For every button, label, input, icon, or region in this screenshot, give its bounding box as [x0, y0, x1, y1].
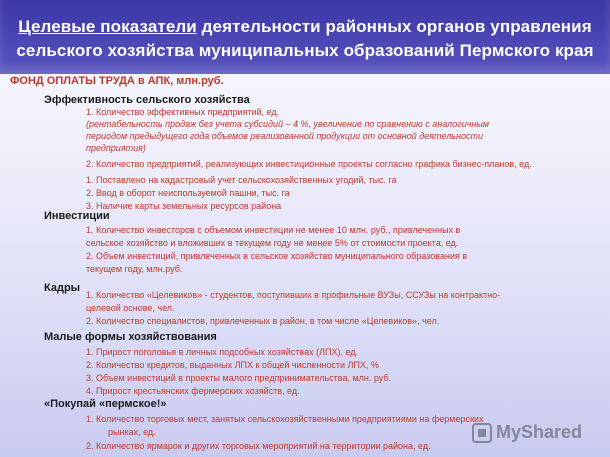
section-heading-efficiency: Эффективность сельского хозяйства [44, 94, 250, 106]
staff-item-1b: целевой основе, чел. [86, 303, 175, 313]
section-heading-staff: Кадры [44, 282, 81, 294]
section-heading-small-farms: Малые формы хозяйствования [44, 331, 217, 343]
page-title-line-1 [0, 16, 610, 38]
efficiency-note-1: (рентабельность продаж без учета субсидий – 4 %, увеличение по сравнению с аналогичным [86, 119, 490, 129]
efficiency-note-3: предприятия) [86, 143, 146, 153]
section-heading-buy-perm: «Покупай «пермское!» [44, 398, 167, 410]
title-underlined: Целевые показатели [18, 17, 197, 36]
small-item-4: 4. Прирост крестьянских фермерских хозяйств, ед. [86, 386, 300, 396]
investments-item-1b: сельское хозяйство и вложивших в текущем году не менее 5% от стоимости проекта, ед. [86, 238, 459, 248]
page-title-line-2: сельского хозяйства муниципальных образований Пермского края [16, 41, 594, 60]
efficiency-item-3: 1. Поставлено на кадастровый учет сельскохозяйственных угодий, тыс. га [86, 175, 397, 185]
efficiency-item-2: 2. Количество предприятий, реализующих инвестиционные проекты согласно графика бизнес-планов, ед. [86, 159, 532, 169]
title-bar [0, 0, 610, 74]
efficiency-item-5: 3. Наличие карты земельных ресурсов района [86, 201, 282, 211]
small-item-3: 3. Объем инвестиций в проекты малого предпринимательства, млн. руб. [86, 373, 392, 383]
buy-item-1a: 1. Количество торговых мест, занятых сельскохозяйственными предприятиями на фермерских [86, 414, 484, 424]
small-item-1: 1. Прирост поголовья в личных подсобных хозяйствах (ЛПХ), ед. [86, 347, 359, 357]
efficiency-item-4: 2. Ввод в оборот неиспользуемой пашни, тыс. га [86, 188, 290, 198]
section-heading-investments: Инвестиции [44, 210, 110, 222]
staff-item-1a: 1. Количество «Целевиков» - студентов, поступивших в профильные ВУЗы, ССУЗы на контрактно- [86, 290, 501, 300]
watermark-logo-icon [472, 423, 492, 443]
title-rest: деятельности районных органов управления [196, 17, 592, 36]
efficiency-note-2: периодом предыдущего года объемов реализованной продукции от основной деятельности [86, 131, 483, 141]
investments-item-2a: 2. Объем инвестиций, привлеченных в сельское хозяйство муниципального образования в [86, 251, 468, 261]
watermark [472, 422, 582, 443]
staff-item-2: 2. Количество специалистов, привлеченных в район, в том числе «Целевиков», чел. [86, 316, 440, 326]
buy-item-1b: рынках, ед. [108, 427, 156, 437]
small-item-2: 2. Количество кредитов, выданных ЛПХ к общей численности ЛПХ, % [86, 360, 379, 370]
buy-item-2: 2. Количество ярмарок и других торговых мероприятий на территории района, ед. [86, 441, 431, 451]
watermark-text: MyShared [495, 422, 582, 442]
investments-item-1a: 1. Количество инвесторов с объемом инвестиции не менее 10 млн. руб., привлеченных в [86, 225, 461, 235]
efficiency-item-1: 1. Количество эффективных предприятий, ед. [86, 107, 280, 117]
fund-heading: ФОНД ОПЛАТЫ ТРУДА в АПК, млн.руб. [10, 75, 224, 87]
investments-item-2b: текущем году, млн.руб. [86, 264, 183, 274]
